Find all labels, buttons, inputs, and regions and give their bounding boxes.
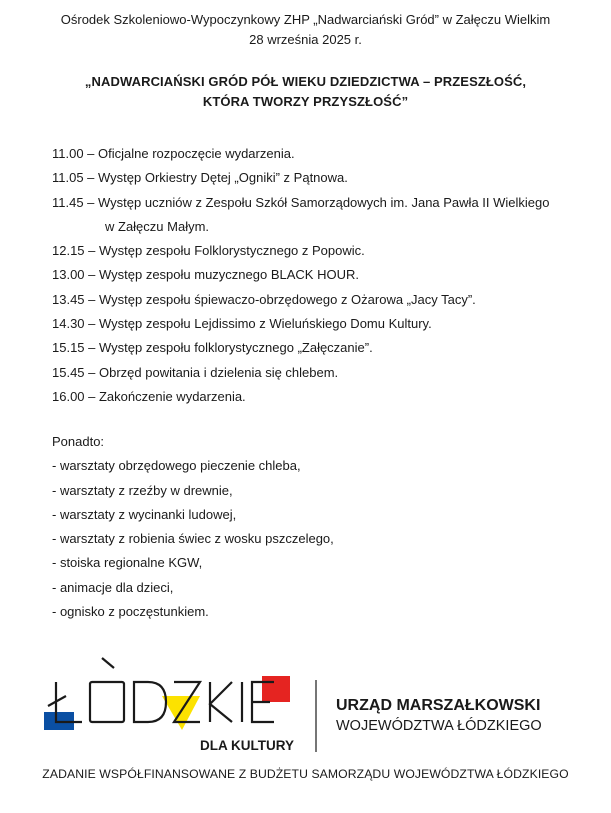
program-item: 13.00 – Występ zespołu muzycznego BLACK HOUR. (52, 267, 359, 283)
extras-item: - animacje dla dzieci, (52, 579, 174, 595)
extras-item: - stoiska regionalne KGW, (52, 555, 203, 571)
program-item: 14.30 – Występ zespołu Lejdissimo z Wieluńskiego Domu Kultury. (52, 316, 432, 332)
extras-item: - warsztaty z rzeźby w drewnie, (52, 482, 233, 498)
extras-item: - warsztaty z wycinanki ludowej, (52, 506, 237, 522)
event-date: 28 września 2025 r. (249, 32, 362, 47)
event-header (0, 10, 611, 50)
program-item: 13.45 – Występ zespołu śpiewaczo-obrzędowego z Ożarowa „Jacy Tacy”. (52, 291, 476, 307)
logo-red-square (262, 676, 290, 702)
office-name-line-2: WOJEWÓDZTWA ŁÓDZKIEGO (336, 718, 542, 734)
extras-heading: Ponadto: (52, 434, 105, 449)
event-title-line-1: „NADWARCIAŃSKI GRÓD PÓŁ WIEKU DZIEDZICTWA – PRZESZŁOŚĆ, (84, 74, 527, 89)
logo-tagline: DLA KULTURY (200, 738, 294, 753)
program-list (52, 142, 581, 409)
office-name-line-1: URZĄD MARSZAŁKOWSKI (336, 697, 541, 714)
logo-bar (44, 654, 584, 764)
program-item: 12.15 – Występ zespołu Folklorystycznego z Popowic. (52, 243, 365, 259)
logo-wordmark-strokes (48, 658, 274, 722)
program-item: 11.45 – Występ uczniów z Zespołu Szkół Samorządowych im. Jana Pawła II Wielkiego (52, 194, 550, 210)
event-title (0, 72, 611, 112)
extras-item: - warsztaty z robienia świec z wosku pszczelego, (52, 531, 334, 547)
extras-list (52, 430, 581, 624)
lodzkie-logo (44, 658, 294, 753)
program-item: 11.05 – Występ Orkiestry Dętej „Ogniki” z Pątnowa. (52, 170, 348, 186)
venue-line: Ośrodek Szkoleniowo-Wypoczynkowy ZHP „Nadwarciański Gród” w Załęczu Wielkim (60, 12, 551, 27)
extras-item: - ognisko z poczęstunkiem. (52, 604, 209, 620)
event-title-line-2: KTÓRA TWORZY PRZYSZŁOŚĆ” (202, 94, 409, 109)
program-item-continuation: w Załęczu Małym. (105, 218, 210, 234)
extras-item: - warsztaty obrzędowego pieczenie chleba, (52, 458, 301, 474)
funding-note: ZADANIE WSPÓŁFINANSOWANE Z BUDŻETU SAMORZĄDU WOJEWÓDZTWA ŁÓDZKIEGO (42, 767, 569, 781)
program-item: 15.45 – Obrzęd powitania i dzielenia się chlebem. (52, 364, 339, 380)
program-item: 16.00 – Zakończenie wydarzenia. (52, 388, 246, 404)
program-item: 15.15 – Występ zespołu folklorystycznego „Załęczanie”. (52, 340, 373, 356)
program-item: 11.00 – Oficjalne rozpoczęcie wydarzenia. (52, 146, 295, 161)
